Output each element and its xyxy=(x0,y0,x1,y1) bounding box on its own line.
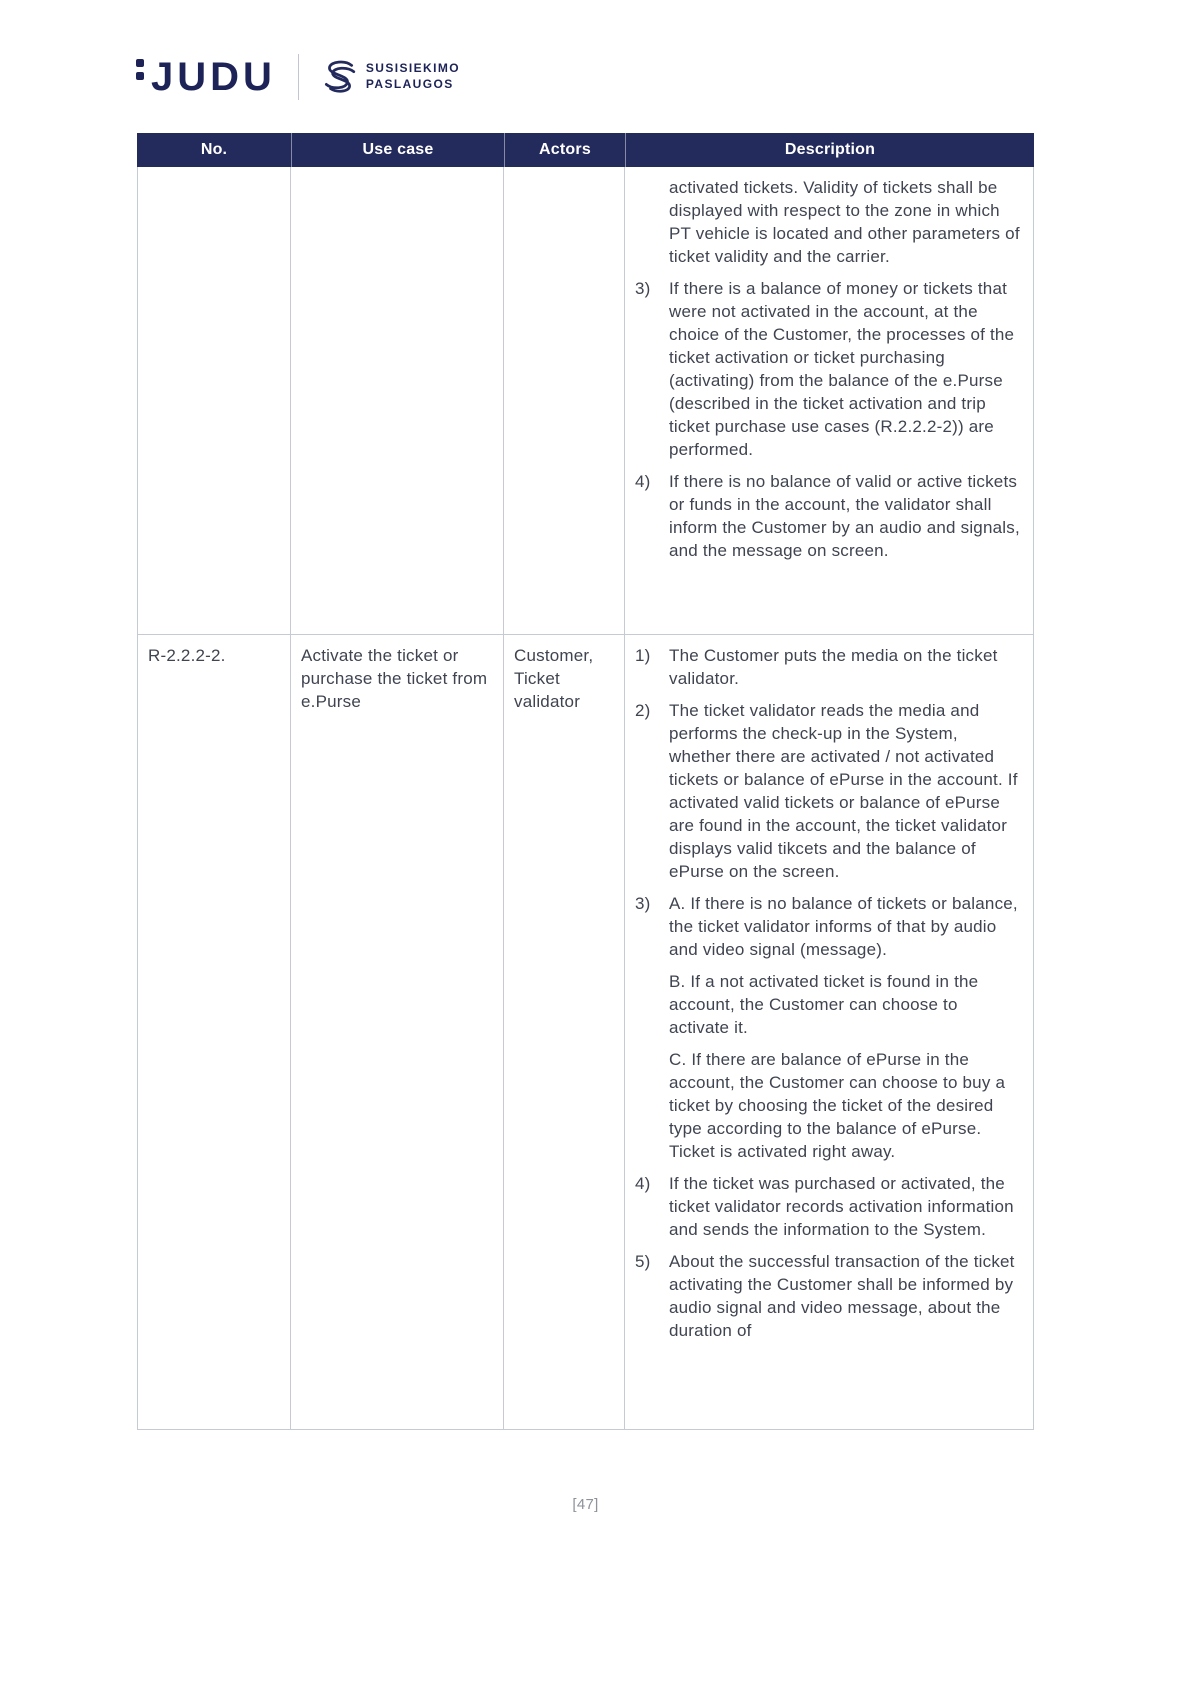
list-item-number: 3) xyxy=(635,279,651,298)
double-s-icon xyxy=(321,58,357,96)
judu-logo-text: JUDU xyxy=(151,55,276,99)
judu-logo xyxy=(136,57,276,97)
list-item xyxy=(635,1250,1023,1342)
list-item-text: If there is a balance of money or tickets that were not activated in the account, at the choice of the Customer, the processes of the ticket activation or ticket purchasing (activating) from the balance of the e.Purse (described in the ticket activation and trip ticket purchase use cases (R.2.2.2-2)) are performed. xyxy=(669,279,1015,459)
use-case-table xyxy=(137,133,1034,1430)
header xyxy=(136,54,460,100)
list-item-text: B. If a not activated ticket is found in the account, the Customer can choose to activate it. xyxy=(669,972,979,1037)
list-item-number: 1) xyxy=(635,646,651,665)
list-item-text: About the successful transaction of the ticket activating the Customer shall be informed by audio signal and video message, about the duration of xyxy=(669,1252,1015,1340)
sp-text-line2: PASLAUGOS xyxy=(365,77,454,91)
list-item xyxy=(635,644,1023,690)
cell-use-case xyxy=(291,167,504,635)
list-item-text: activated tickets. Validity of tickets shall be displayed with respect to the zone in which PT vehicle is located and other parameters of ticket validity and the carrier. xyxy=(669,178,1020,266)
list-item xyxy=(635,1172,1023,1241)
list-item-number xyxy=(635,970,669,1039)
susisiekimo-paslaugos-text xyxy=(366,61,460,92)
list-item xyxy=(635,1048,1023,1163)
list-item-number: 5) xyxy=(635,1252,651,1271)
column-header-actors: Actors xyxy=(504,133,625,167)
list-item xyxy=(635,176,1023,268)
list-item xyxy=(635,970,1023,1039)
sp-text-line1: SUSISIEKIMO xyxy=(365,61,460,76)
list-item-text: C. If there are balance of ePurse in the account, the Customer can choose to buy a ticket by choosing the ticket of the desired type according to the balance of ePurse. Ticket is activated right away. xyxy=(669,1050,1006,1161)
list-item-number xyxy=(635,1048,669,1163)
list-item-text: If there is no balance of valid or active tickets or funds in the account, the validator shall inform the Customer by an audio and signals, and the message on screen. xyxy=(669,472,1020,560)
cell-description xyxy=(625,167,1034,635)
judu-logo-dots-icon xyxy=(136,59,144,80)
list-item-text: If the ticket was purchased or activated, the ticket validator records activation information and sends the information to the System. xyxy=(669,1174,1014,1239)
list-item-text: The ticket validator reads the media and performs the check-up in the System, whether there are activated / not activated tickets or balance of ePurse in the account. If activated valid tickets or balance of ePurse are found in the account, the ticket validator displays valid tikcets and the balance of ePurse on the screen. xyxy=(669,701,1018,881)
cell-description xyxy=(625,635,1034,1430)
list-item-number: 2) xyxy=(635,701,651,720)
list-item-number: 4) xyxy=(635,1174,651,1193)
cell-no xyxy=(137,167,291,635)
list-item-number: 4) xyxy=(635,472,651,491)
list-item-text: The Customer puts the media on the ticket validator. xyxy=(669,646,998,688)
table-row xyxy=(137,167,1034,635)
list-item-number xyxy=(635,176,669,268)
cell-no: R-2.2.2-2. xyxy=(137,635,291,1430)
list-item xyxy=(635,892,1023,961)
list-item-number: 3) xyxy=(635,894,651,913)
list-item-text: A. If there is no balance of tickets or balance, the ticket validator informs of that by audio and video signal (message). xyxy=(669,894,1018,959)
list-item xyxy=(635,277,1023,461)
susisiekimo-paslaugos-logo xyxy=(321,58,460,96)
table-header-row xyxy=(137,133,1034,167)
column-header-description: Description xyxy=(625,133,1034,167)
brand-divider xyxy=(298,54,299,100)
column-header-use-case: Use case xyxy=(291,133,504,167)
cell-actors: Customer, Ticket validator xyxy=(504,635,625,1430)
column-header-no: No. xyxy=(137,133,291,167)
cell-actors xyxy=(504,167,625,635)
table-row xyxy=(137,635,1034,1430)
page-footer xyxy=(137,1496,1034,1513)
list-item xyxy=(635,470,1023,562)
list-item xyxy=(635,699,1023,883)
page-number: [47] xyxy=(572,1496,599,1513)
cell-use-case: Activate the ticket or purchase the ticket from e.Purse xyxy=(291,635,504,1430)
